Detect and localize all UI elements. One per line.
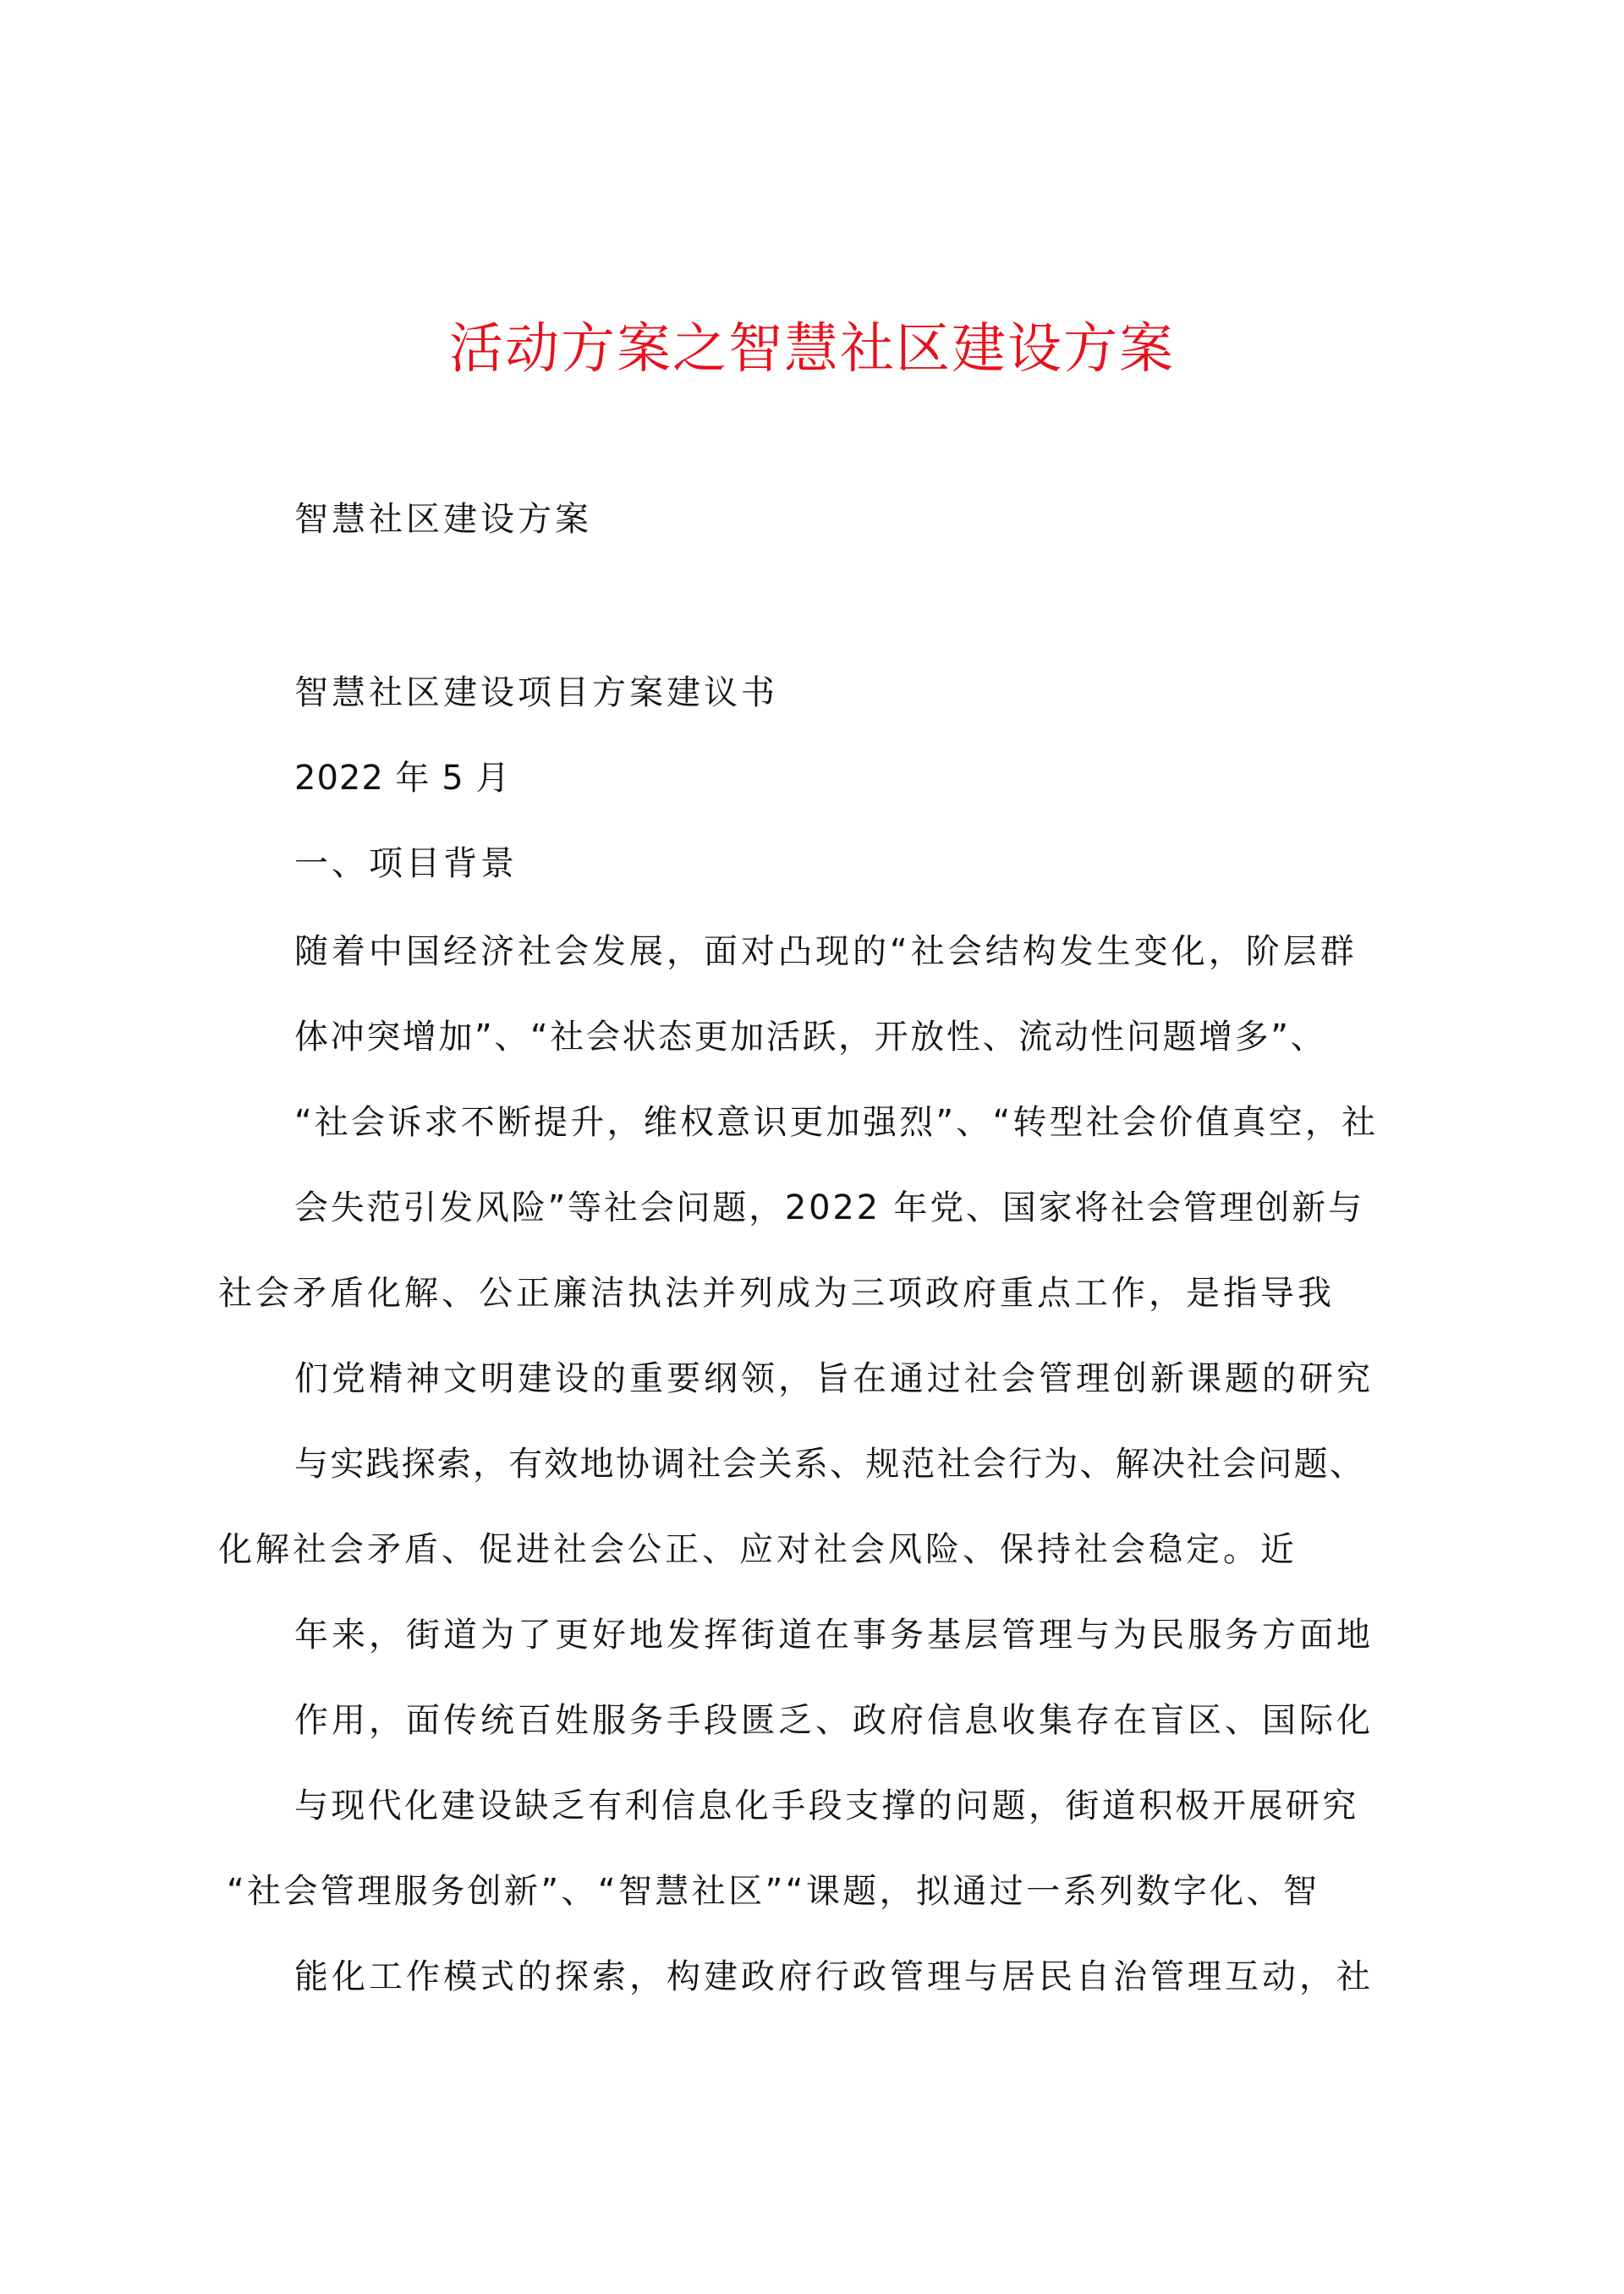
document-title: 活动方案之智慧社区建设方案 [449,318,1175,381]
body-line: 社会矛盾化解、公正廉洁执法并列成为三项政府重点工作，是指导我 [218,1274,1335,1313]
body-line: 作用，面传统百姓服务手段匮乏、政府信息收集存在盲区、国际化 [294,1701,1374,1740]
body-line: 随着中国经济社会发展，面对凸现的“社会结构发生变化，阶层群 [294,932,1358,971]
body-line: “社会管理服务创新”、“智慧社区”“课题，拟通过一系列数字化、智 [227,1872,1320,1911]
body-line: 与现代化建设缺乏有利信息化手段支撑的问题，街道积极开展研究 [294,1786,1359,1825]
proposal-title: 智慧社区建设项目方案建议书 [294,673,778,712]
body-line: 们党精神文明建设的重要纲领，旨在通过社会管理创新课题的研究 [294,1359,1374,1398]
body-line: 会失范引发风险”等社会问题，2022 年党、国家将社会管理创新与 [294,1188,1364,1227]
body-line: 化解社会矛盾、促进社会公正、应对社会风险、保持社会稳定。近 [218,1530,1298,1569]
document-date: 2022 年 5 月 [294,759,511,798]
document-subtitle: 智慧社区建设方案 [294,500,592,539]
body-line: 年来，街道为了更好地发挥街道在事务基层管理与为民服务方面地 [294,1616,1374,1655]
body-line: 与实践探索，有效地协调社会关系、规范社会行为、解决社会问题、 [294,1445,1365,1484]
section-heading: 一、项目背景 [294,844,518,883]
body-line: “社会诉求不断提升，维权意识更加强烈”、“转型社会价值真空，社 [294,1103,1379,1142]
body-line: 能化工作模式的探索，构建政府行政管理与居民自治管理互动，社 [294,1957,1374,1996]
body-line: 体冲突增加”、“社会状态更加活跃，开放性、流动性问题增多”、 [294,1018,1327,1056]
